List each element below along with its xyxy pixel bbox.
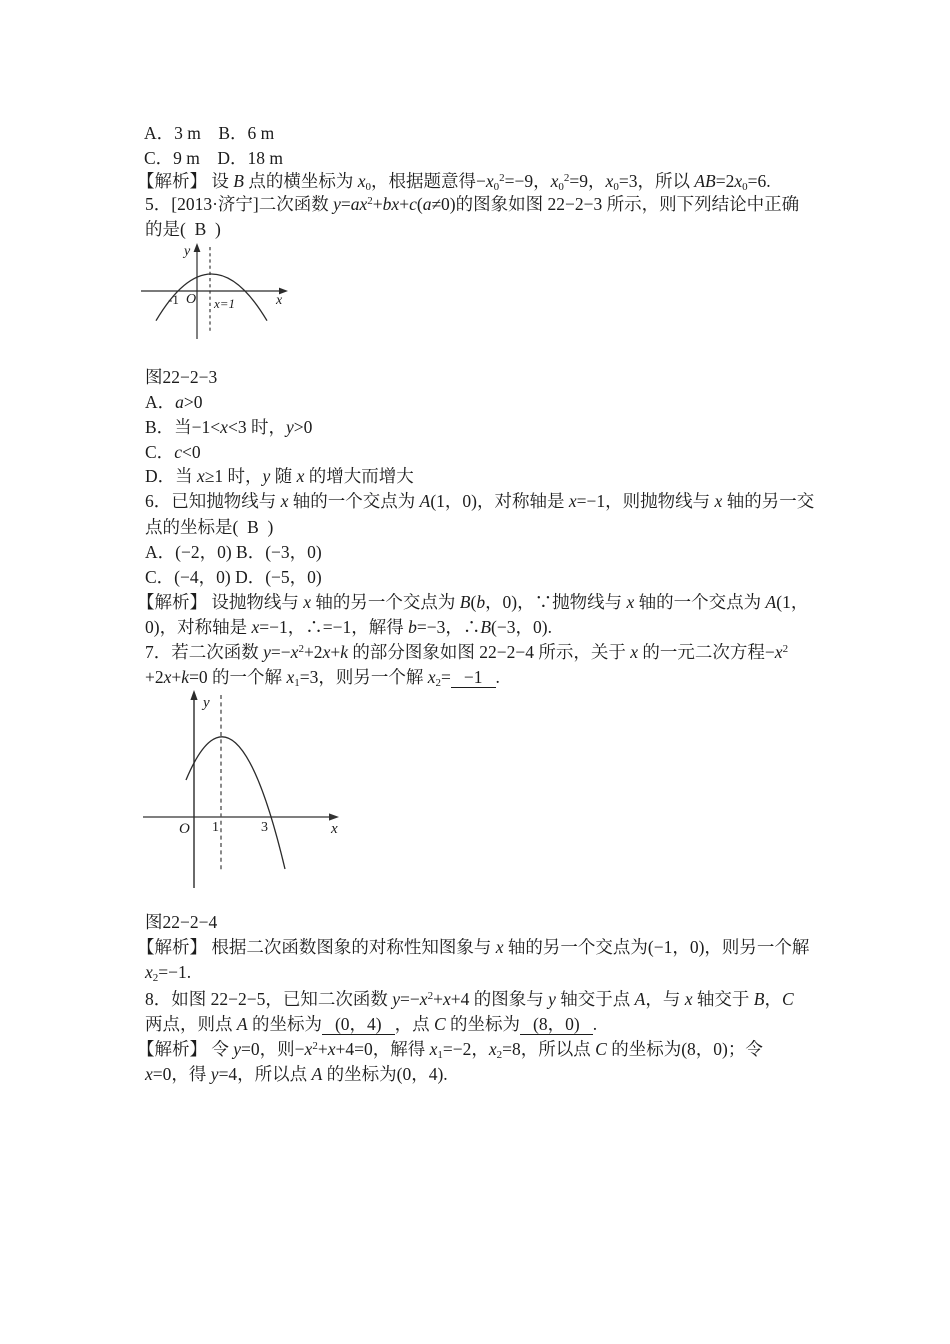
fig2-parabola — [186, 737, 285, 869]
fig1-x-label: x — [276, 293, 283, 308]
q7-question: 7．若二次函数 $y=-x^2+2x+k$ 的部分图象如图 22−2−4 所示，关于 x 的一元二次方程$-x^2$ — [145, 642, 789, 662]
answer-blank: (8，0) — [520, 1014, 593, 1035]
q5-option-a: A．a>0 — [145, 392, 203, 412]
q5-question: 5．[2013·济宁]二次函数 $y=ax^2+bx+c(a\ne 0)$的图象如图 22−2−3 所示，则下列结论中正确 — [145, 194, 800, 214]
fig2-y-label: y — [203, 695, 210, 711]
fig1-y-arrow — [194, 243, 201, 252]
q8-question: 8．如图 22−2−5，已知二次函数 $y=-x^2+x+4$ 的图象与 y 轴交于点 A，与 x 轴交于 B，C — [145, 989, 794, 1009]
figure-22-2-3 — [140, 243, 315, 343]
fig1-origin-label: O — [186, 292, 197, 307]
q8-analysis: 【解析】 令 y=0，则$-x^2+x+4=0$，解得 $x_1=-2$，$x_2=8$，所以点 C 的坐标为(8，0)；令 — [137, 1039, 763, 1061]
q8-analysis-cont: x=0，得 y=4，所以点 A 的坐标为(0，4). — [145, 1064, 448, 1084]
fig-22-2-4-caption: 图22−2−4 — [145, 912, 218, 932]
fig1-symmetry-label: x=1 — [214, 296, 236, 311]
q4-options-cd: C．9 m D．18 m — [144, 148, 284, 168]
fig1-intercept-label: -1 — [168, 292, 179, 307]
fig2-tick-1-label: 1 — [212, 820, 219, 835]
fig-22-2-3-caption: 图22−2−3 — [145, 367, 218, 387]
fig1-y-label: y — [184, 244, 191, 259]
q7-analysis: 【解析】 根据二次函数图象的对称性知图象与 x 轴的另一个交点为(−1，0)，则另一个解 — [137, 937, 810, 957]
fig2-x-label: x — [331, 821, 338, 837]
q6-options-ab: A．(−2，0) B．(−3，0) — [145, 542, 322, 562]
q5-question-cont: 的是( B ) — [145, 219, 221, 239]
q6-question-cont: 点的坐标是( B ) — [145, 517, 274, 537]
q8-question-cont: 两点，则点 A 的坐标为 (0，4) ，点 C 的坐标为 (8，0) . — [145, 1014, 598, 1034]
q4-options-ab: A．3 m B．6 m — [144, 123, 275, 143]
fig2-x-arrow — [329, 813, 339, 820]
fig2-origin-label: O — [179, 821, 190, 837]
q6-question: 6．已知抛物线与 x 轴的一个交点为 A(1，0)，对称轴是 x=−1，则抛物线与 x 轴的另一交 — [145, 491, 815, 511]
q5-option-c: C．c<0 — [145, 442, 201, 462]
q5-option-b: B．当−1<x<3 时，y>0 — [145, 417, 313, 437]
q7-question-cont: +2x+k=0 的一个解 $x_1=3$，则另一个解 $x_2= -1$ . — [145, 667, 500, 689]
fig2-y-arrow — [190, 690, 197, 700]
q4-analysis: 【解析】 设 B 点的横坐标为 $x_0$，根据题意得$-x_0^2=-9$，$x_0^2=9$，$x_0=3$，所以 $AB=2x_0=6$. — [137, 171, 771, 193]
q6-options-cd: C．(−4，0) D．(−5，0) — [145, 567, 322, 587]
fig2-tick-3-label: 3 — [261, 820, 268, 835]
q6-analysis-cont: 0)，对称轴是 x=−1，∴=−1，解得 b=−3，∴B(−3，0). — [145, 617, 552, 637]
figure-22-2-4 — [136, 690, 348, 892]
answer-blank: −1 — [451, 667, 496, 688]
q6-analysis: 【解析】 设抛物线与 x 轴的另一个交点为 B(b，0)，∵抛物线与 x 轴的一个交点为 A(1， — [137, 592, 809, 612]
q5-option-d: D．当 x≥1 时，y 随 x 的增大而增大 — [145, 466, 414, 486]
q7-analysis-cont: $x_2=-1$. — [145, 962, 192, 984]
answer-blank: (0，4) — [322, 1014, 395, 1035]
